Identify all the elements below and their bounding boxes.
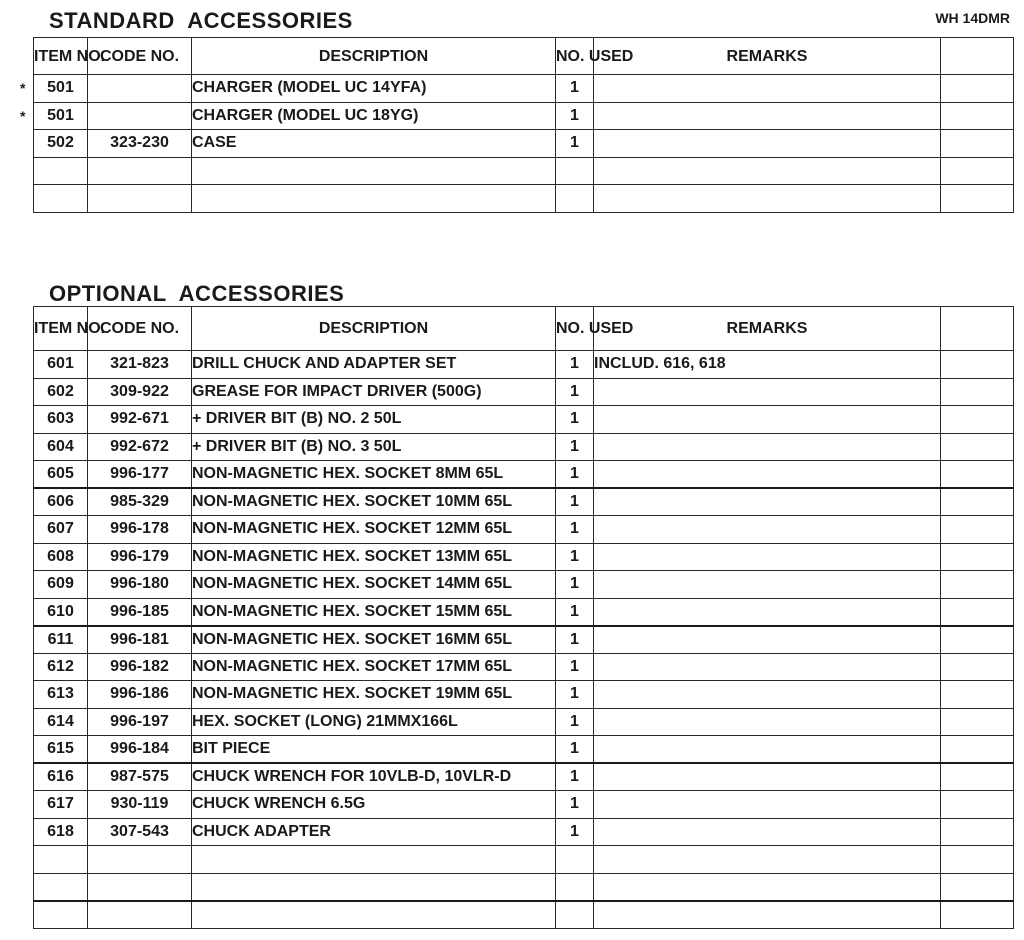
table-row (34, 626, 1014, 654)
standard-accessories-table (33, 37, 1014, 213)
item-no-cell (34, 901, 88, 929)
remarks-cell (594, 653, 941, 681)
description-cell: HEX. SOCKET (LONG) 21MMX166L (192, 708, 556, 736)
no-used-cell (556, 901, 594, 929)
item-no-cell: 502 (34, 130, 88, 158)
blank-cell (941, 846, 1014, 874)
remarks-cell (594, 461, 941, 489)
table-header-row (34, 38, 1014, 75)
remarks-cell (594, 846, 941, 874)
no-used-cell (556, 157, 594, 185)
item-no-cell: 613 (34, 681, 88, 709)
table-row (34, 185, 1014, 213)
code-no-cell: 996-186 (88, 681, 192, 709)
blank-cell (941, 157, 1014, 185)
item-no-cell (34, 157, 88, 185)
blank-cell (941, 736, 1014, 764)
no-used-cell: 1 (556, 543, 594, 571)
item-no-cell: 606 (34, 488, 88, 516)
blank-cell (941, 102, 1014, 130)
description-cell: CHARGER (MODEL UC 14YFA) (192, 75, 556, 103)
blank-cell (941, 488, 1014, 516)
description-header: DESCRIPTION (192, 307, 556, 351)
remarks-cell (594, 598, 941, 626)
item-no-cell: 501 (34, 75, 88, 103)
description-cell: CHARGER (MODEL UC 18YG) (192, 102, 556, 130)
asterisk-marker: * (20, 80, 26, 96)
blank-cell (941, 571, 1014, 599)
no-used-cell: 1 (556, 75, 594, 103)
standard-accessories-title: STANDARD ACCESSORIES (49, 8, 353, 33)
no-used-cell: 1 (556, 626, 594, 654)
table-row (34, 433, 1014, 461)
no-used-cell: 1 (556, 653, 594, 681)
table-row (34, 461, 1014, 489)
table-row (34, 653, 1014, 681)
no-used-cell (556, 873, 594, 901)
no-used-cell: 1 (556, 571, 594, 599)
table-header-row (34, 307, 1014, 351)
code-no-cell: 996-185 (88, 598, 192, 626)
code-no-cell (88, 75, 192, 103)
remarks-cell (594, 433, 941, 461)
code-no-cell: 321-823 (88, 351, 192, 379)
code-no-header: CODE NO. (88, 38, 192, 75)
description-cell: GREASE FOR IMPACT DRIVER (500G) (192, 378, 556, 406)
no-used-cell: 1 (556, 598, 594, 626)
code-no-cell (88, 846, 192, 874)
description-cell: BIT PIECE (192, 736, 556, 764)
code-no-cell (88, 901, 192, 929)
description-cell (192, 873, 556, 901)
item-no-cell: 614 (34, 708, 88, 736)
blank-cell (941, 185, 1014, 213)
remarks-header: REMARKS (594, 38, 941, 75)
table-row (34, 818, 1014, 846)
code-no-cell: 996-181 (88, 626, 192, 654)
description-cell: NON-MAGNETIC HEX. SOCKET 16MM 65L (192, 626, 556, 654)
table-row (34, 736, 1014, 764)
item-no-header: ITEM NO. (34, 38, 88, 75)
code-no-cell (88, 102, 192, 130)
remarks-cell (594, 185, 941, 213)
remarks-cell (594, 873, 941, 901)
blank-cell (941, 681, 1014, 709)
item-no-cell: 615 (34, 736, 88, 764)
item-no-cell: 610 (34, 598, 88, 626)
item-no-cell: 608 (34, 543, 88, 571)
table-row (34, 75, 1014, 103)
description-header: DESCRIPTION (192, 38, 556, 75)
blank-cell (941, 708, 1014, 736)
table-row (34, 873, 1014, 901)
no-used-cell: 1 (556, 681, 594, 709)
code-no-cell (88, 185, 192, 213)
blank-cell (941, 433, 1014, 461)
code-no-cell: 930-119 (88, 791, 192, 819)
item-no-cell: 612 (34, 653, 88, 681)
item-no-cell: 609 (34, 571, 88, 599)
table-row (34, 378, 1014, 406)
blank-cell (941, 351, 1014, 379)
no-used-cell: 1 (556, 818, 594, 846)
code-no-cell: 992-671 (88, 406, 192, 434)
code-no-cell: 323-230 (88, 130, 192, 158)
no-used-cell: 1 (556, 102, 594, 130)
table-row (34, 157, 1014, 185)
blank-cell (941, 763, 1014, 791)
blank-cell (941, 543, 1014, 571)
description-cell: + DRIVER BIT (B) NO. 2 50L (192, 406, 556, 434)
remarks-cell: INCLUD. 616, 618 (594, 351, 941, 379)
no-used-cell (556, 846, 594, 874)
remarks-cell (594, 130, 941, 158)
description-cell: NON-MAGNETIC HEX. SOCKET 14MM 65L (192, 571, 556, 599)
no-used-cell: 1 (556, 461, 594, 489)
description-cell: NON-MAGNETIC HEX. SOCKET 12MM 65L (192, 516, 556, 544)
item-no-cell: 607 (34, 516, 88, 544)
description-cell: DRILL CHUCK AND ADAPTER SET (192, 351, 556, 379)
description-cell: CHUCK ADAPTER (192, 818, 556, 846)
table-row (34, 681, 1014, 709)
table-row (34, 516, 1014, 544)
no-used-cell: 1 (556, 351, 594, 379)
no-used-cell: 1 (556, 708, 594, 736)
remarks-cell (594, 681, 941, 709)
item-no-cell: 603 (34, 406, 88, 434)
description-cell: CASE (192, 130, 556, 158)
remarks-cell (594, 157, 941, 185)
no-used-cell: 1 (556, 378, 594, 406)
description-cell: NON-MAGNETIC HEX. SOCKET 10MM 65L (192, 488, 556, 516)
description-cell (192, 157, 556, 185)
optional-accessories-table (33, 306, 1014, 929)
description-cell (192, 846, 556, 874)
blank-cell (941, 598, 1014, 626)
blank-cell (941, 130, 1014, 158)
code-no-cell: 996-180 (88, 571, 192, 599)
remarks-cell (594, 543, 941, 571)
code-no-cell: 996-184 (88, 736, 192, 764)
blank-cell (941, 516, 1014, 544)
blank-cell (941, 406, 1014, 434)
blank-cell (941, 791, 1014, 819)
table-row (34, 901, 1014, 929)
description-cell (192, 185, 556, 213)
code-no-cell: 996-197 (88, 708, 192, 736)
code-no-cell (88, 157, 192, 185)
description-cell: CHUCK WRENCH 6.5G (192, 791, 556, 819)
no-used-cell: 1 (556, 406, 594, 434)
blank-cell (941, 901, 1014, 929)
code-no-cell: 985-329 (88, 488, 192, 516)
code-no-cell: 307-543 (88, 818, 192, 846)
description-cell: NON-MAGNETIC HEX. SOCKET 19MM 65L (192, 681, 556, 709)
item-no-cell: 602 (34, 378, 88, 406)
no-used-cell (556, 185, 594, 213)
remarks-cell (594, 901, 941, 929)
item-no-cell: 605 (34, 461, 88, 489)
blank-cell (941, 626, 1014, 654)
remarks-cell (594, 102, 941, 130)
description-cell (192, 901, 556, 929)
remarks-cell (594, 406, 941, 434)
model-number: WH 14DMR (935, 10, 1010, 26)
code-no-cell: 309-922 (88, 378, 192, 406)
remarks-cell (594, 516, 941, 544)
table-row (34, 571, 1014, 599)
description-cell: NON-MAGNETIC HEX. SOCKET 15MM 65L (192, 598, 556, 626)
remarks-cell (594, 626, 941, 654)
no-used-cell: 1 (556, 433, 594, 461)
item-no-cell (34, 185, 88, 213)
item-no-header: ITEM NO. (34, 307, 88, 351)
code-no-cell: 996-178 (88, 516, 192, 544)
code-no-cell: 996-177 (88, 461, 192, 489)
item-no-cell: 501 (34, 102, 88, 130)
remarks-header: REMARKS (594, 307, 941, 351)
description-cell: NON-MAGNETIC HEX. SOCKET 13MM 65L (192, 543, 556, 571)
remarks-cell (594, 708, 941, 736)
no-used-cell: 1 (556, 488, 594, 516)
remarks-cell (594, 818, 941, 846)
blank-cell (941, 378, 1014, 406)
description-cell: CHUCK WRENCH FOR 10VLB-D, 10VLR-D (192, 763, 556, 791)
item-no-cell: 611 (34, 626, 88, 654)
item-no-cell: 604 (34, 433, 88, 461)
item-no-cell: 618 (34, 818, 88, 846)
asterisk-marker: * (20, 107, 26, 124)
remarks-cell (594, 378, 941, 406)
table-row (34, 102, 1014, 130)
item-no-cell: 617 (34, 791, 88, 819)
table-row (34, 846, 1014, 874)
code-no-cell (88, 873, 192, 901)
blank-header (941, 38, 1014, 75)
table-row (34, 130, 1014, 158)
table-row (34, 351, 1014, 379)
optional-accessories-title: OPTIONAL ACCESSORIES (49, 281, 345, 306)
code-no-cell: 987-575 (88, 763, 192, 791)
item-no-cell: 616 (34, 763, 88, 791)
remarks-cell (594, 736, 941, 764)
blank-header (941, 307, 1014, 351)
table-row (34, 791, 1014, 819)
table-row (34, 488, 1014, 516)
table-row (34, 708, 1014, 736)
table-row (34, 763, 1014, 791)
table-row (34, 543, 1014, 571)
no-used-cell: 1 (556, 736, 594, 764)
code-no-header: CODE NO. (88, 307, 192, 351)
no-used-cell: 1 (556, 516, 594, 544)
no-used-cell: 1 (556, 763, 594, 791)
no-used-header: NO. USED (556, 307, 594, 351)
code-no-cell: 996-182 (88, 653, 192, 681)
table-row (34, 406, 1014, 434)
blank-cell (941, 873, 1014, 901)
blank-cell (941, 818, 1014, 846)
no-used-cell: 1 (556, 130, 594, 158)
remarks-cell (594, 763, 941, 791)
remarks-cell (594, 791, 941, 819)
remarks-cell (594, 488, 941, 516)
no-used-header: NO. USED (556, 38, 594, 75)
remarks-cell (594, 75, 941, 103)
description-cell: NON-MAGNETIC HEX. SOCKET 17MM 65L (192, 653, 556, 681)
blank-cell (941, 75, 1014, 103)
item-no-cell: 601 (34, 351, 88, 379)
description-cell: NON-MAGNETIC HEX. SOCKET 8MM 65L (192, 461, 556, 489)
item-no-cell (34, 873, 88, 901)
remarks-cell (594, 571, 941, 599)
item-no-cell (34, 846, 88, 874)
description-cell: + DRIVER BIT (B) NO. 3 50L (192, 433, 556, 461)
blank-cell (941, 461, 1014, 489)
no-used-cell: 1 (556, 791, 594, 819)
code-no-cell: 996-179 (88, 543, 192, 571)
code-no-cell: 992-672 (88, 433, 192, 461)
table-row (34, 598, 1014, 626)
blank-cell (941, 653, 1014, 681)
